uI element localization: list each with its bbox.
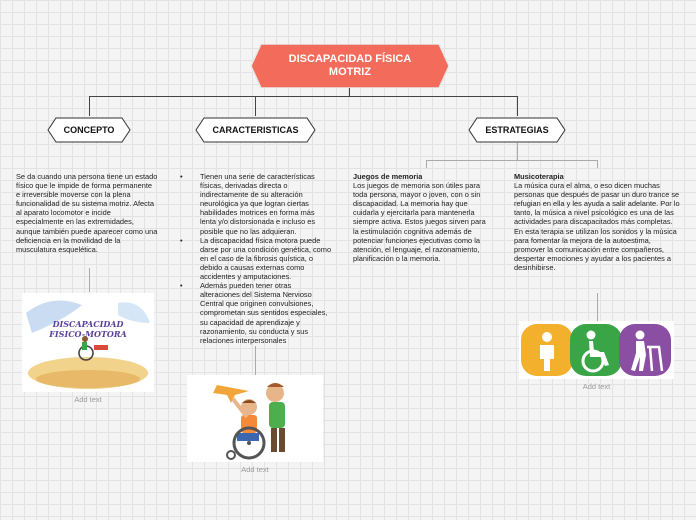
- image-caption[interactable]: Add text: [74, 395, 102, 404]
- connector: [426, 160, 598, 161]
- musicoterapia-title: Musicoterapia: [514, 172, 564, 181]
- caracteristicas-list[interactable]: [180, 172, 332, 345]
- list-item: [180, 236, 332, 281]
- logo-illustration: [22, 293, 154, 392]
- connector: [517, 96, 518, 116]
- list-item: [180, 172, 332, 236]
- image-caption[interactable]: Add text: [582, 382, 611, 391]
- image-accessibility-icons[interactable]: [519, 321, 674, 379]
- image-caption[interactable]: Add text: [241, 465, 269, 474]
- concepto-text[interactable]: Se da cuando una persona tiene un estado físico que le impide de forma permanente e irreversible moverse con la plena funcionalidad de su sistema motriz. Afecta al aparato locomotor e incide especialmente en las extremidades, aunque también puede aparecer como una deficiencia en la movilidad de la musculatura esquelética.: [16, 172, 158, 254]
- list-item-text: La discapacidad física motora puede darse por una condición genética, como en el caso de la fibrosis quística, o debido a causas externas como accidentes y amputaciones.: [200, 235, 332, 282]
- musicoterapia-block[interactable]: [514, 172, 682, 272]
- memoria-block[interactable]: [353, 172, 489, 263]
- bullet-symbol: •: [180, 281, 183, 291]
- root-topic[interactable]: [251, 44, 449, 88]
- list-item-text: Además pueden tener otras alteraciones del Sistema Nervioso Central que originen convulsiones, comprometan sus sentidos especiales, su capacidad de aprendizaje y razonamiento, su conducta y sus relaciones interpersonales: [200, 281, 328, 345]
- connector: [426, 160, 427, 168]
- memoria-text: Los juegos de memoria son útiles para toda persona, mayor o joven, con o sin discapacidad. La memoria hay que cuidarla y ejercitarla para mantenerla siempre activa. Estos juegos sirven para la estimulación cognitiva además de potenciar funciones ejecutivas como la atención, el lenguaje, el razonamiento, planificación o la memoria.: [353, 181, 486, 263]
- topic-label: CARACTERISTICAS: [212, 125, 299, 135]
- bullet-symbol: •: [180, 235, 183, 245]
- topic-caracteristicas[interactable]: [195, 117, 316, 143]
- list-item-text: Tienen una serie de características físicas, derivadas directa o indirectamente de su alteración neurológica ya que logran ciertas habilidades motrices en forma más lenta y/o distorsionada e incluso es posible que no las adquieran.: [200, 172, 316, 236]
- logo-caption: DISCAPACIDAD FISICO-MOTORA: [49, 319, 127, 339]
- topic-estrategias[interactable]: [468, 117, 566, 143]
- connector: [517, 143, 518, 160]
- connector: [89, 96, 517, 97]
- musicoterapia-text-2: En esta terapia se utilizan los sonidos y la música para fomentar la mejora de la autoestima, promover la comunicación entre compañeros, despertar emociones y ayudar a los pacientes a desinhibirse.: [514, 226, 677, 272]
- connector: [89, 268, 90, 292]
- list-item: [180, 281, 332, 345]
- topic-concepto[interactable]: [47, 117, 131, 143]
- root-title: DISCAPACIDAD FÍSICA MOTRIZ: [288, 53, 412, 78]
- accessibility-icons: [519, 321, 674, 379]
- memoria-title: Juegos de memoria: [353, 172, 423, 181]
- connector: [89, 96, 90, 116]
- wheelchair-illustration: [187, 375, 323, 462]
- connector: [597, 293, 598, 321]
- image-discapacidad-logo[interactable]: [22, 293, 154, 392]
- topic-label: CONCEPTO: [63, 125, 115, 135]
- connector: [597, 160, 598, 168]
- connector: [349, 88, 350, 96]
- topic-label: ESTRATEGIAS: [485, 125, 549, 135]
- musicoterapia-text-1: La música cura el alma, o eso dicen muchas personas que después de pasar un duro trance se refugian en ella y les ayuda a salir adelante. Por lo tanto, la música a nivel psicológico es una de las actividades para discapacitados más completas.: [514, 181, 680, 227]
- connector: [255, 346, 256, 376]
- bullet-symbol: •: [180, 172, 183, 181]
- image-wheelchair-child[interactable]: [187, 375, 323, 462]
- connector: [255, 96, 256, 116]
